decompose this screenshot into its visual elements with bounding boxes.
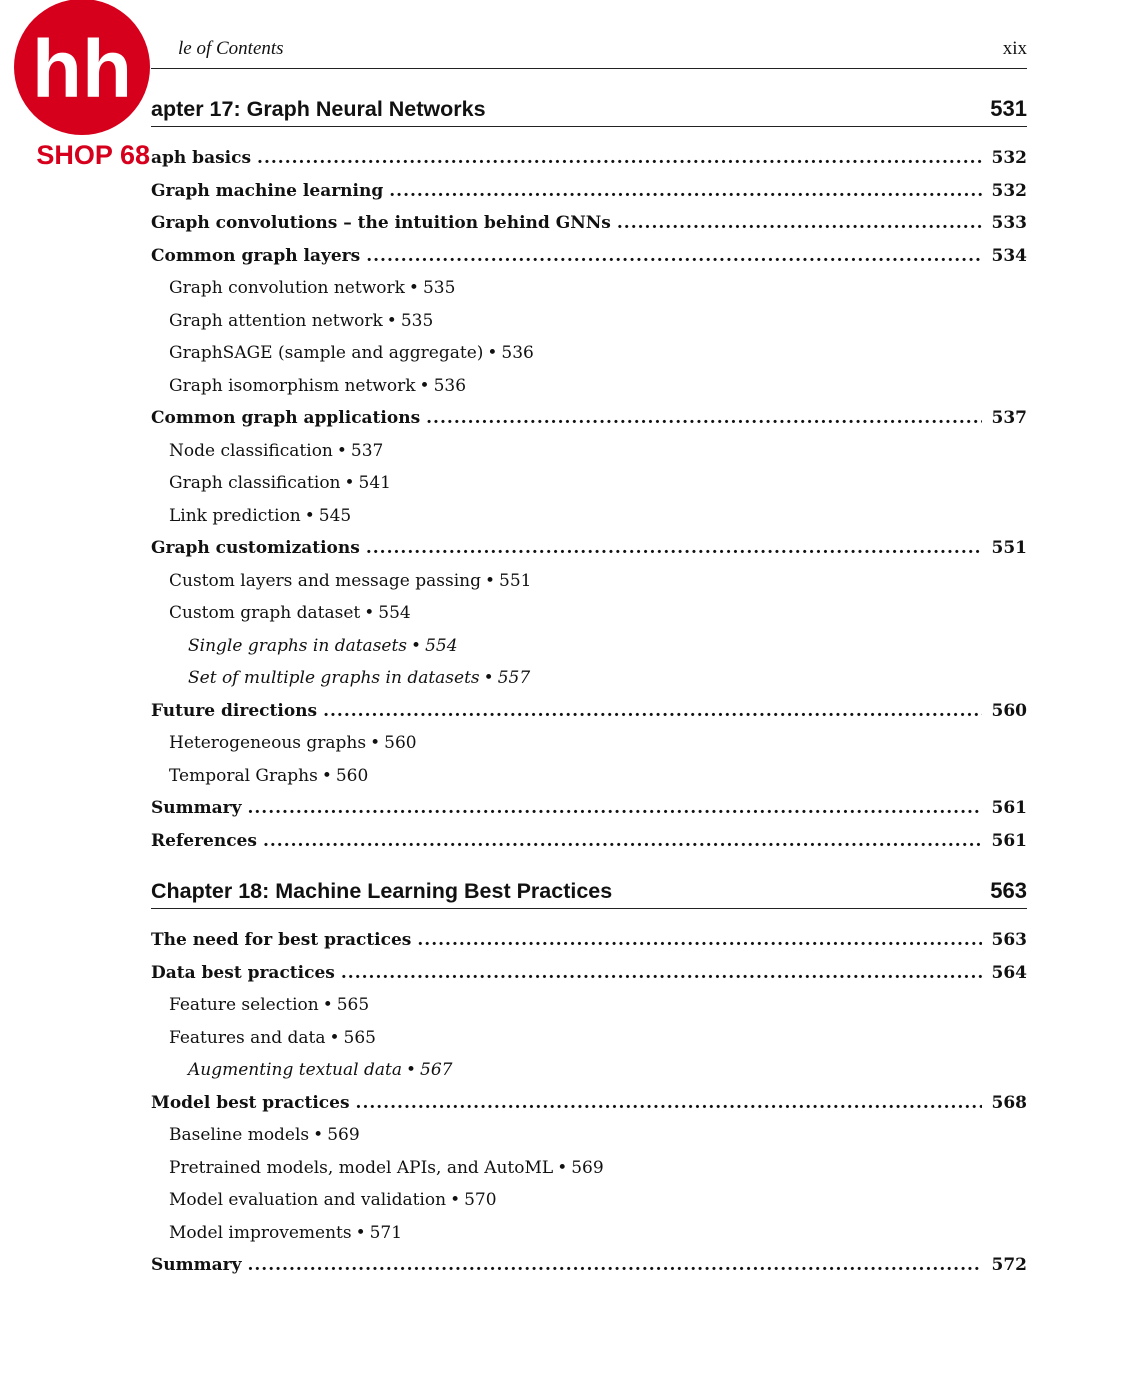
entry-page: 534: [991, 245, 1027, 266]
entry-page: 554: [378, 603, 411, 623]
entry-page: 533: [991, 213, 1027, 233]
entry-page: 535: [422, 278, 456, 298]
entry-page: 536: [501, 343, 534, 363]
bullet-separator: •: [405, 1060, 416, 1080]
toc-subsection-entry[interactable]: [151, 727, 1027, 760]
entry-page: 563: [991, 930, 1027, 950]
bullet-separator: •: [483, 668, 494, 688]
toc-section-entry[interactable]: [151, 924, 1027, 957]
toc-section-entry[interactable]: [151, 142, 1027, 175]
bullet-separator: •: [321, 765, 332, 786]
toc-subsection-entry[interactable]: [151, 305, 1027, 338]
chapter-17-entries: [151, 142, 1027, 857]
logo-caption: SHOP 68: [36, 140, 150, 170]
hh-shop-logo-watermark: [0, 0, 160, 175]
entry-title: Common graph layers: [151, 245, 361, 266]
entry-title: Model evaluation and validation: [169, 1190, 447, 1210]
toc-subsection-entry[interactable]: [151, 597, 1027, 630]
running-page-number: xix: [1002, 38, 1027, 59]
entry-title: Baseline models: [169, 1125, 310, 1145]
bullet-separator: •: [304, 505, 315, 526]
toc-section-entry[interactable]: [151, 402, 1027, 435]
toc-subsection-entry[interactable]: [151, 1217, 1027, 1250]
toc-subsection-entry[interactable]: [151, 337, 1027, 370]
entry-title: Summary: [151, 798, 242, 818]
toc-section-entry[interactable]: [151, 825, 1027, 858]
entry-page: 561: [991, 830, 1027, 851]
entry-title: Custom layers and message passing: [169, 570, 481, 591]
entry-page: 567: [420, 1060, 453, 1080]
logo-text: hh: [31, 24, 133, 115]
entry-page: 532: [991, 148, 1027, 168]
entry-title: Graph isomorphism network: [169, 375, 416, 396]
entry-page: 565: [336, 995, 370, 1015]
entry-page: 557: [497, 668, 531, 688]
entry-title: Future directions: [151, 700, 318, 721]
entry-page: 532: [991, 180, 1027, 201]
entry-title: Summary: [151, 1255, 242, 1275]
entry-title: Model improvements: [169, 1222, 352, 1243]
entry-page: 569: [327, 1125, 360, 1145]
entry-title: Temporal Graphs: [169, 765, 318, 786]
bullet-separator: •: [487, 343, 498, 363]
entry-page: 545: [318, 505, 352, 526]
toc-subsection-entry[interactable]: [151, 989, 1027, 1022]
entry-title: Feature selection: [169, 995, 319, 1015]
leader-dots: [341, 957, 982, 990]
entry-title: Graph convolution network: [169, 278, 405, 298]
running-header: [151, 38, 1027, 69]
bullet-separator: •: [370, 733, 381, 753]
bullet-separator: •: [411, 635, 422, 656]
entry-page: 537: [350, 440, 384, 461]
bullet-separator: •: [336, 440, 347, 461]
leader-dots: [323, 695, 981, 728]
toc-section-entry[interactable]: [151, 240, 1027, 273]
entry-page: 568: [991, 1092, 1027, 1113]
toc-section-entry[interactable]: [151, 532, 1027, 565]
toc-section-entry[interactable]: [151, 175, 1027, 208]
toc-subsection-entry[interactable]: [151, 467, 1027, 500]
toc-subsection-entry[interactable]: [151, 760, 1027, 793]
chapter-title: apter 17: Graph Neural Networks: [151, 97, 486, 121]
chapter-page: 563: [990, 878, 1027, 903]
entry-page: 535: [400, 310, 434, 331]
entry-title: Graph classification: [169, 473, 341, 493]
toc-subsection-entry[interactable]: [151, 565, 1027, 598]
bullet-separator: •: [450, 1190, 461, 1210]
chapter-page: 531: [990, 96, 1027, 121]
toc-subsection-entry[interactable]: [151, 1119, 1027, 1152]
leader-dots: [617, 207, 982, 240]
entry-page: 569: [571, 1157, 604, 1178]
entry-page: 570: [464, 1190, 497, 1210]
leader-dots: [247, 792, 981, 825]
toc-subsubsection-entry[interactable]: [151, 630, 1027, 663]
leader-dots: [389, 175, 981, 208]
toc-subsubsection-entry[interactable]: [151, 662, 1027, 695]
entry-title: Features and data: [169, 1027, 326, 1048]
entry-page: 560: [991, 700, 1027, 721]
entry-page: 565: [343, 1027, 376, 1048]
entry-title: Model best practices: [151, 1092, 350, 1113]
leader-dots: [257, 142, 981, 175]
toc-section-entry[interactable]: [151, 1087, 1027, 1120]
toc-section-entry[interactable]: [151, 957, 1027, 990]
chapter-18-heading[interactable]: [151, 874, 1027, 909]
entry-page: 560: [384, 733, 417, 753]
entry-page: 560: [335, 765, 369, 786]
chapter-17-heading[interactable]: [151, 92, 1027, 127]
entry-title: Heterogeneous graphs: [169, 733, 367, 753]
entry-title: Single graphs in datasets: [188, 635, 408, 656]
toc-page: [151, 0, 1027, 1387]
entry-title: Graph machine learning: [151, 180, 384, 201]
bullet-separator: •: [364, 603, 375, 623]
bullet-separator: •: [344, 473, 355, 493]
entry-page: 536: [433, 375, 467, 396]
entry-title: Set of multiple graphs in datasets: [188, 668, 480, 688]
toc-subsection-entry[interactable]: [151, 1184, 1027, 1217]
toc-subsubsection-entry[interactable]: [151, 1054, 1027, 1087]
leader-dots: [263, 825, 982, 858]
toc-subsection-entry[interactable]: [151, 435, 1027, 468]
toc-section-entry[interactable]: [151, 792, 1027, 825]
entry-title: aph basics: [151, 148, 252, 168]
entry-title: Link prediction: [169, 505, 301, 526]
entry-page: 537: [991, 408, 1027, 428]
leader-dots: [426, 402, 981, 435]
leader-dots: [247, 1249, 981, 1282]
bullet-separator: •: [408, 278, 419, 298]
entry-title: Custom graph dataset: [169, 603, 361, 623]
chapter-title: Chapter 18: Machine Learning Best Practices: [151, 879, 613, 903]
entry-title: References: [151, 830, 257, 851]
entry-title: GraphSAGE (sample and aggregate): [169, 343, 484, 363]
leader-dots: [356, 1087, 982, 1120]
entry-page: 572: [991, 1255, 1027, 1275]
entry-title: Data best practices: [151, 962, 335, 983]
leader-dots: [366, 240, 981, 273]
toc-subsection-entry[interactable]: [151, 1022, 1027, 1055]
toc-subsection-entry[interactable]: [151, 370, 1027, 403]
entry-page: 541: [358, 473, 391, 493]
leader-dots: [366, 532, 982, 565]
entry-title: Common graph applications: [151, 408, 421, 428]
bullet-separator: •: [322, 995, 333, 1015]
bullet-separator: •: [419, 375, 430, 396]
toc-subsection-entry[interactable]: [151, 272, 1027, 305]
entry-page: 571: [369, 1222, 403, 1243]
running-title: le of Contents: [178, 38, 284, 59]
entry-title: Augmenting textual data: [188, 1060, 402, 1080]
entry-page: 561: [991, 798, 1027, 818]
entry-title: The need for best practices: [151, 930, 412, 950]
bullet-separator: •: [329, 1027, 340, 1048]
entry-title: Graph convolutions – the intuition behind GNNs: [151, 213, 611, 233]
entry-title: Node classification: [169, 440, 333, 461]
toc-section-entry[interactable]: [151, 207, 1027, 240]
entry-page: 551: [991, 538, 1027, 558]
toc-subsection-entry[interactable]: [151, 500, 1027, 533]
toc-section-entry[interactable]: [151, 1249, 1027, 1282]
bullet-separator: •: [557, 1157, 568, 1178]
entry-page: 554: [425, 635, 458, 656]
entry-title: Graph attention network: [169, 310, 383, 331]
bullet-separator: •: [355, 1222, 366, 1243]
entry-title: Pretrained models, model APIs, and AutoML: [169, 1157, 554, 1178]
toc-section-entry[interactable]: [151, 695, 1027, 728]
entry-page: 564: [991, 962, 1027, 983]
bullet-separator: •: [313, 1125, 324, 1145]
entry-title: Graph customizations: [151, 538, 360, 558]
bullet-separator: •: [386, 310, 397, 331]
leader-dots: [417, 924, 981, 957]
entry-page: 551: [499, 570, 532, 591]
toc-subsection-entry[interactable]: [151, 1152, 1027, 1185]
bullet-separator: •: [484, 570, 496, 591]
chapter-18-entries: [151, 924, 1027, 1282]
